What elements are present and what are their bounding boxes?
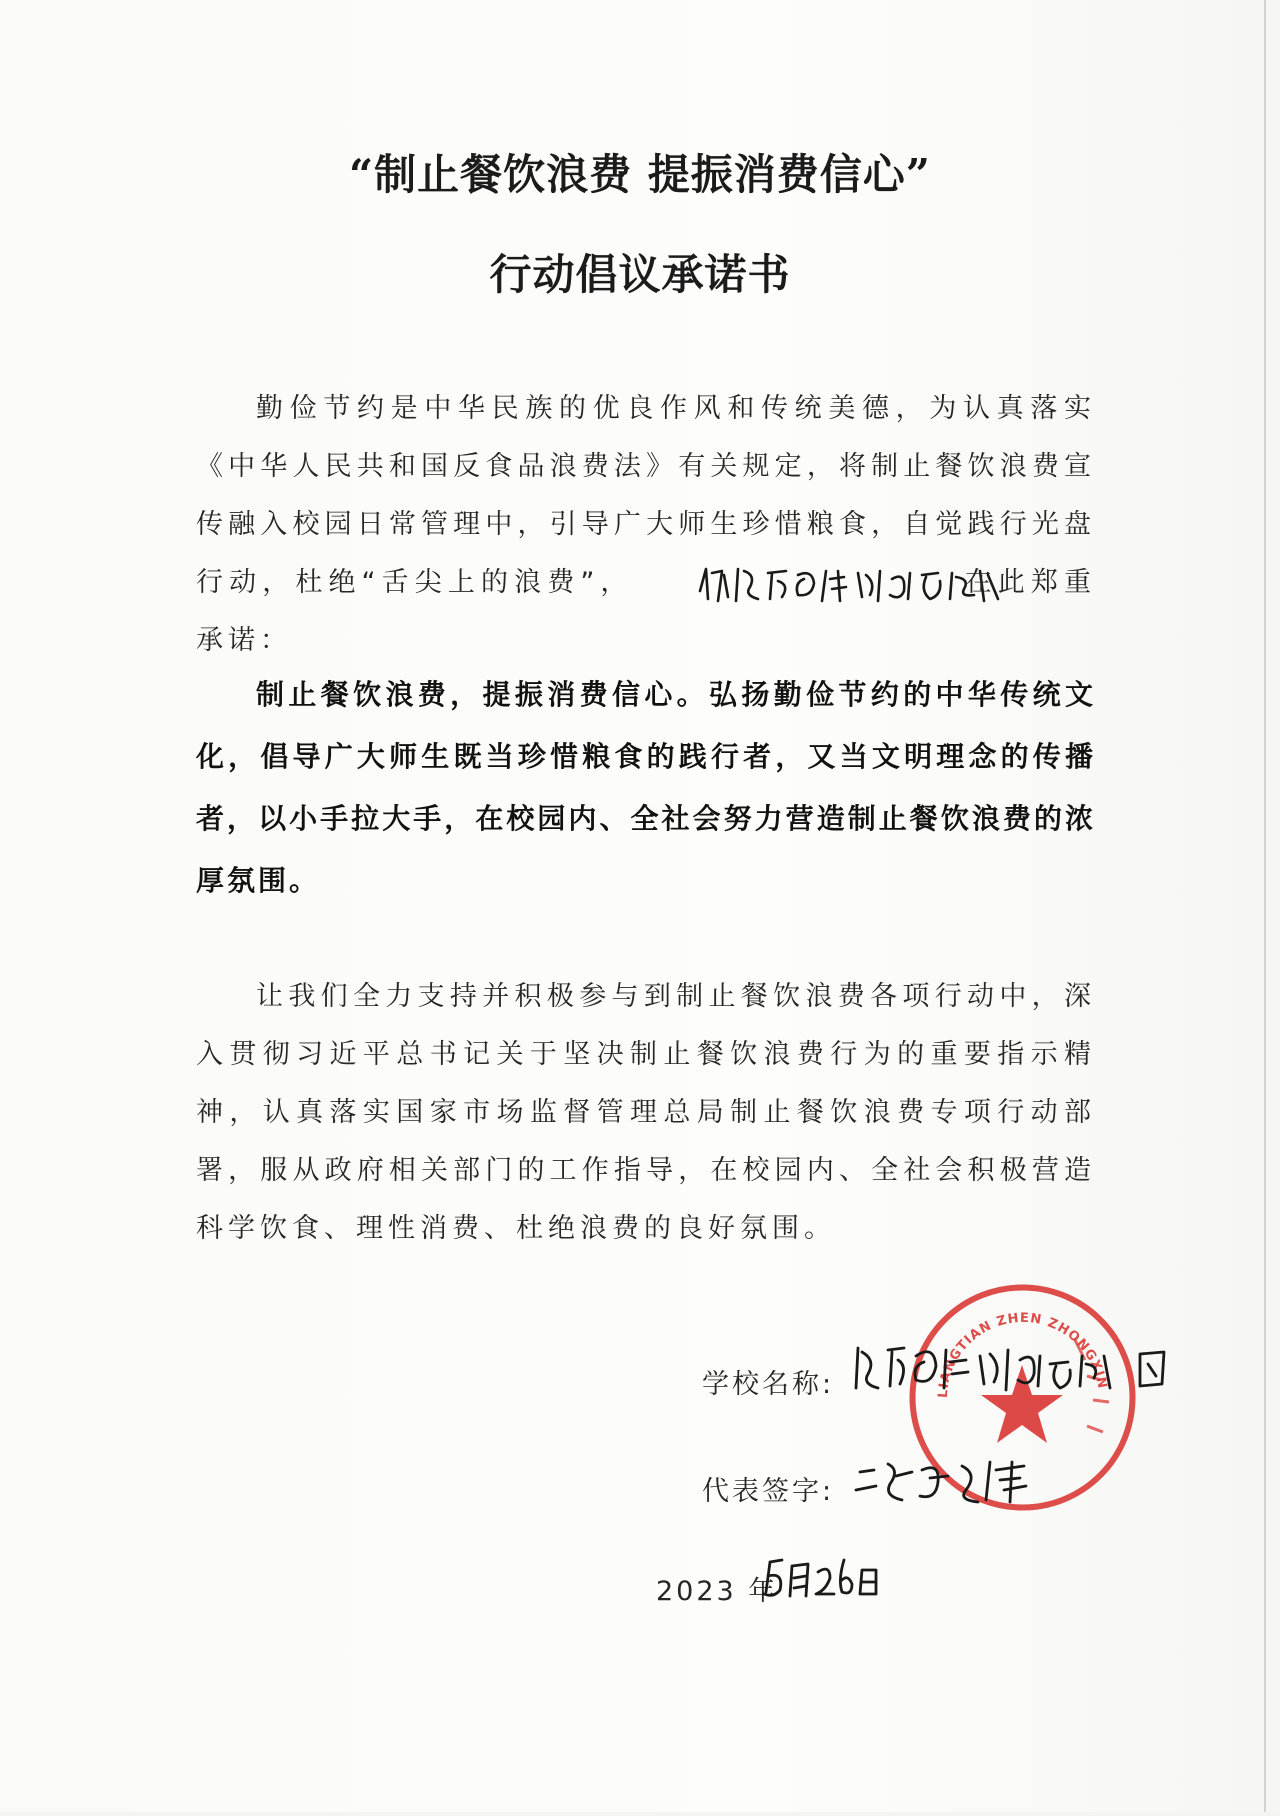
handwritten-school-name-inline [634,561,964,607]
date-printed: 2023 年 [656,1576,779,1607]
document-title-line-1: “制止餐饮浪费 提振消费信心” [349,150,931,199]
official-red-seal [905,1280,1140,1515]
svg-text:LIANGTIAN ZHEN ZHONGXIN YOUERY: LIANGTIAN ZHEN ZHONGXIN [935,1310,1110,1399]
school-name-label: 学校名称: [702,1369,835,1400]
paragraph-call-to-action: 让我们全力支持并积极参与到制止餐饮浪费各项行动中，深入贯彻习近平总书记关于坚决制止餐饮浪费行为的重要指示精神，认真落实国家市场监督管理总局制止餐饮浪费专项行动部署，服从政府相关部门的工作指导，在校园内、全社会积极营造科学饮食、理性消费、杜绝浪费的良好氛围。 [196,981,1096,1244]
paragraph-intro [196,380,1096,670]
intro-text: 勤俭节约是中华民族的优良作风和传统美德，为认真落实《中华人民共和国反食品浪费法》有关规定，将制止餐饮浪费宣传融入校园日常管理中，引导广大师生珍惜粮食，自觉践行光盘行动，杜绝“舌尖上的浪费”， [196,393,1096,598]
intro-text-end: 在此郑重承诺： [196,567,1096,656]
handwritten-date [764,1560,876,1596]
representative-signature-label: 代表签字: [702,1476,835,1507]
document-title-line-2: 行动倡议承诺书 [489,250,791,299]
paragraph-commitment-bold: 制止餐饮浪费，提振消费信心。弘扬勤俭节约的中华传统文化，倡导广大师生既当珍惜粮食的践行者，又当文明理念的传播者，以小手拉大手，在校园内、全社会努力营造制止餐饮浪费的浓厚氛围。 [196,678,1096,897]
